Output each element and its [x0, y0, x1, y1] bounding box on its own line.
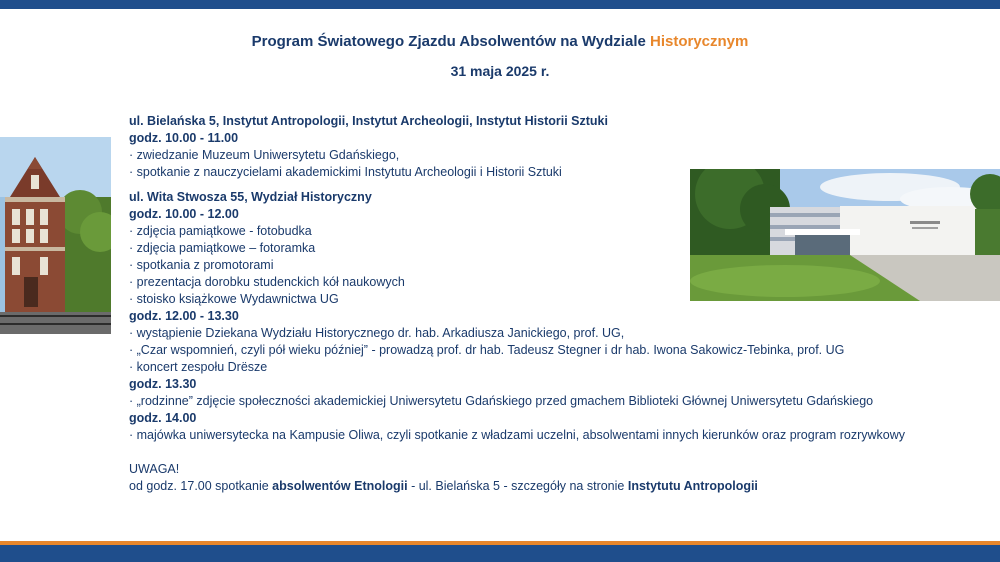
notice-middle: - ul. Bielańska 5 - szczegóły na stronie	[407, 479, 628, 493]
program-content	[129, 113, 989, 495]
notice-text	[129, 478, 989, 495]
title-main: Program Światowego Zjazdu Absolwentów na Wydziale	[251, 33, 646, 50]
list-item: · koncert zespołu Drësze	[129, 360, 268, 374]
section1-heading: ul. Bielańska 5, Instytut Antropologii, Instytut Archeologii, Instytut Historii Sztuki	[129, 114, 608, 128]
list-item: · zwiedzanie Muzeum Uniwersytetu Gdańskiego,	[129, 148, 400, 162]
notice-bold-institute[interactable]: Instytutu Antropologii	[627, 479, 758, 493]
event-date: 31 maja 2025 r.	[450, 63, 550, 79]
notice-prefix: od godz. 17.00 spotkanie	[129, 479, 273, 493]
title-highlight: Historycznym	[650, 33, 749, 50]
notice-bold-ethnology: absolwentów Etnologii	[272, 479, 408, 493]
historic-building-photo	[0, 137, 111, 334]
section2-heading: ul. Wita Stwosza 55, Wydział Historyczny	[129, 190, 372, 204]
section2-time4: godz. 14.00	[129, 411, 197, 425]
list-item: · „rodzinne” zdjęcie społeczności akademickiej Uniwersytetu Gdańskiego przed gmachem Biblioteki Głównej Uniwersytetu Gdańskiego	[129, 394, 874, 408]
list-item: · zdjęcia pamiątkowe – fotoramka	[129, 241, 316, 255]
section2-time1: godz. 10.00 - 12.00	[129, 207, 239, 221]
list-item: · majówka uniwersytecka na Kampusie Oliwa, czyli spotkanie z władzami uczelni, absolwentami innych kierunków oraz program rozrywkowy	[129, 428, 905, 442]
bottom-bar	[0, 545, 1000, 562]
top-bar	[0, 0, 1000, 9]
section1-time: godz. 10.00 - 11.00	[129, 131, 239, 145]
list-item: · wystąpienie Dziekana Wydziału Historycznego dr. hab. Arkadiusza Janickiego, prof. UG,	[129, 326, 625, 340]
list-item: · „Czar wspomnień, czyli pół wieku później” - prowadzą prof. dr hab. Tadeusz Stegner i dr hab. Iwona Sakowicz-Tebinka, prof. UG	[129, 343, 845, 357]
list-item: · zdjęcia pamiątkowe - fotobudka	[129, 224, 312, 238]
list-item: · prezentacja dorobku studenckich kół naukowych	[129, 275, 405, 289]
notice-label: UWAGA!	[129, 462, 180, 476]
page-title	[0, 33, 1000, 50]
list-item: · stoisko książkowe Wydawnictwa UG	[129, 292, 339, 306]
section2-time3: godz. 13.30	[129, 377, 197, 391]
section2-time2: godz. 12.00 - 13.30	[129, 309, 239, 323]
list-item: · spotkanie z nauczycielami akademickimi Instytutu Archeologii i Historii Sztuki	[129, 165, 562, 179]
list-item: · spotkania z promotorami	[129, 258, 274, 272]
